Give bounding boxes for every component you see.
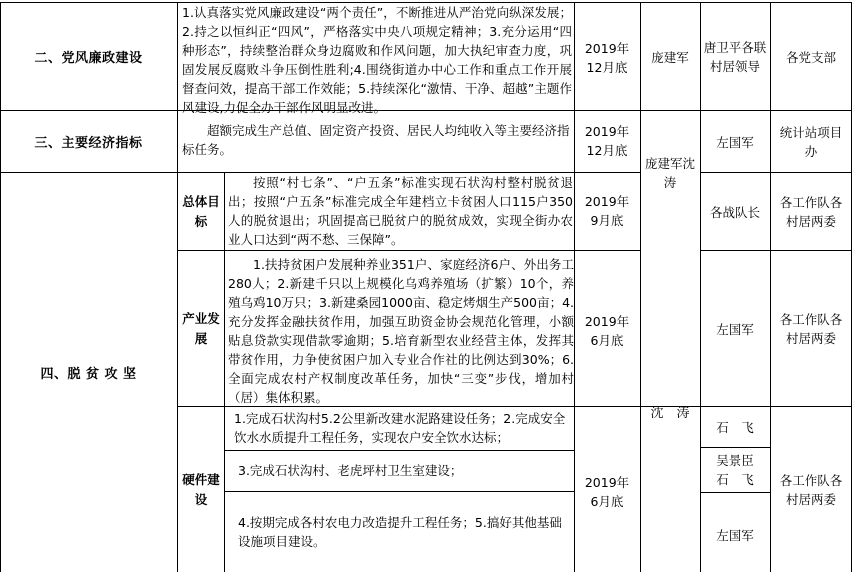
industry-development-label: 产业发展 xyxy=(182,310,220,346)
overall-goal-label: 总体目标 xyxy=(182,193,220,229)
hardware-item-3-content: 4.按期完成各村农电力改造提升工程任务；5.搞好其他基础设施项目建设。 xyxy=(238,515,562,549)
industry-development-responsible: 左国军 xyxy=(716,321,754,337)
party-building-unit: 各党支部 xyxy=(785,49,836,65)
economic-indicators-content: 超额完成生产总值、固定资产投资、居民人均纯收入等主要经济指标任务。 xyxy=(182,123,570,157)
section-economic-indicators: 三、主要经济指标 xyxy=(34,136,143,151)
section-poverty-alleviation: 四、脱 贫 攻 坚 xyxy=(40,367,137,382)
party-building-deadline: 2019年12月底 xyxy=(584,40,630,75)
party-building-leader: 庞建军 xyxy=(651,49,689,65)
overall-goal-responsible: 各战队长 xyxy=(709,204,760,220)
hardware-item-1-responsible: 石 飞 xyxy=(716,420,754,435)
economic-indicators-responsible: 左国军 xyxy=(716,134,754,150)
economy-poverty-leader: 庞建军沈 涛 xyxy=(644,156,708,190)
overall-goal-content: 按照“村七条”、“户五条”标准实现石状沟村整村脱贫退出；按照“户五条”标准完成全年建档立卡贫困人口115户350人的脱贫退出；巩固提高已脱贫户的脱贫成效，实现全街办农业人口达到“两不愁、三保障”。 xyxy=(228,175,573,247)
hardware-item-1-content: 1.完成石状沟村5.2公里新改建水泥路建设任务；2.完成安全饮水水质提升工程任务，实现农户安全饮水达标； xyxy=(234,411,566,445)
hardware-construction-unit: 各工作队各村居两委 xyxy=(779,472,843,507)
section-party-building: 二、党风廉政建设 xyxy=(34,51,143,66)
industry-development-unit: 各工作队各村居两委 xyxy=(779,311,843,346)
poverty-leader: 沈 涛 xyxy=(650,406,690,421)
party-building-content: 1.认真落实党风廉政建设“两个责任”，不断推进从严治党向纵深发展；2.持之以恒纠正“四风”，严格落实中央八项规定精神；3.充分运用“四种形态”，持续整治群众身边腐败和作风问题，加大执纪审查力度，巩固发展反腐败斗争压倒性胜利;4.围绕街道办中心工作和重点工作开展督查问效，提高干部工作效能；5.持续深化“激情、干净、超越”主题作风建设,力促全办干部作风明显改进。 xyxy=(182,5,572,115)
hardware-construction-deadline: 2019年6月底 xyxy=(584,475,630,509)
economic-indicators-deadline: 2019年12月底 xyxy=(584,124,630,158)
economic-indicators-unit: 统计站项目办 xyxy=(779,124,843,159)
party-building-responsible: 唐卫平各联村居领导 xyxy=(703,39,767,74)
industry-development-content: 1.扶持贫困户发展种养业351户、家庭经济6户、外出务工280人；2.新建千只以上规模化乌鸡养殖场（扩繁）10个，养殖乌鸡10万只；3.新建桑园1000亩、稳定烤烟生产500亩；4.充分发挥金融扶贫作用，加强互助资金协会规范化管理，小额贴息贷款实现借款零逾期；5.培育新型农业经营主体，发挥其带贫作用，力争使贫困户加入专业合作社的比例达到30%；6.全面完成农村产权制度改革任务，加快“三变”步伐，增加村（居）集体积累。 xyxy=(228,257,574,405)
hardware-construction-label: 硬件建设 xyxy=(182,471,220,507)
overall-goal-deadline: 2019年9月底 xyxy=(584,194,630,228)
hardware-item-3-responsible: 左国军 xyxy=(716,528,754,543)
hardware-item-2-responsible: 吴景臣石 飞 xyxy=(716,453,754,487)
overall-goal-unit: 各工作队各村居两委 xyxy=(779,194,843,229)
hardware-item-2-content: 3.完成石状沟村、老虎坪村卫生室建设； xyxy=(238,463,463,478)
industry-development-deadline: 2019年6月底 xyxy=(584,314,630,348)
